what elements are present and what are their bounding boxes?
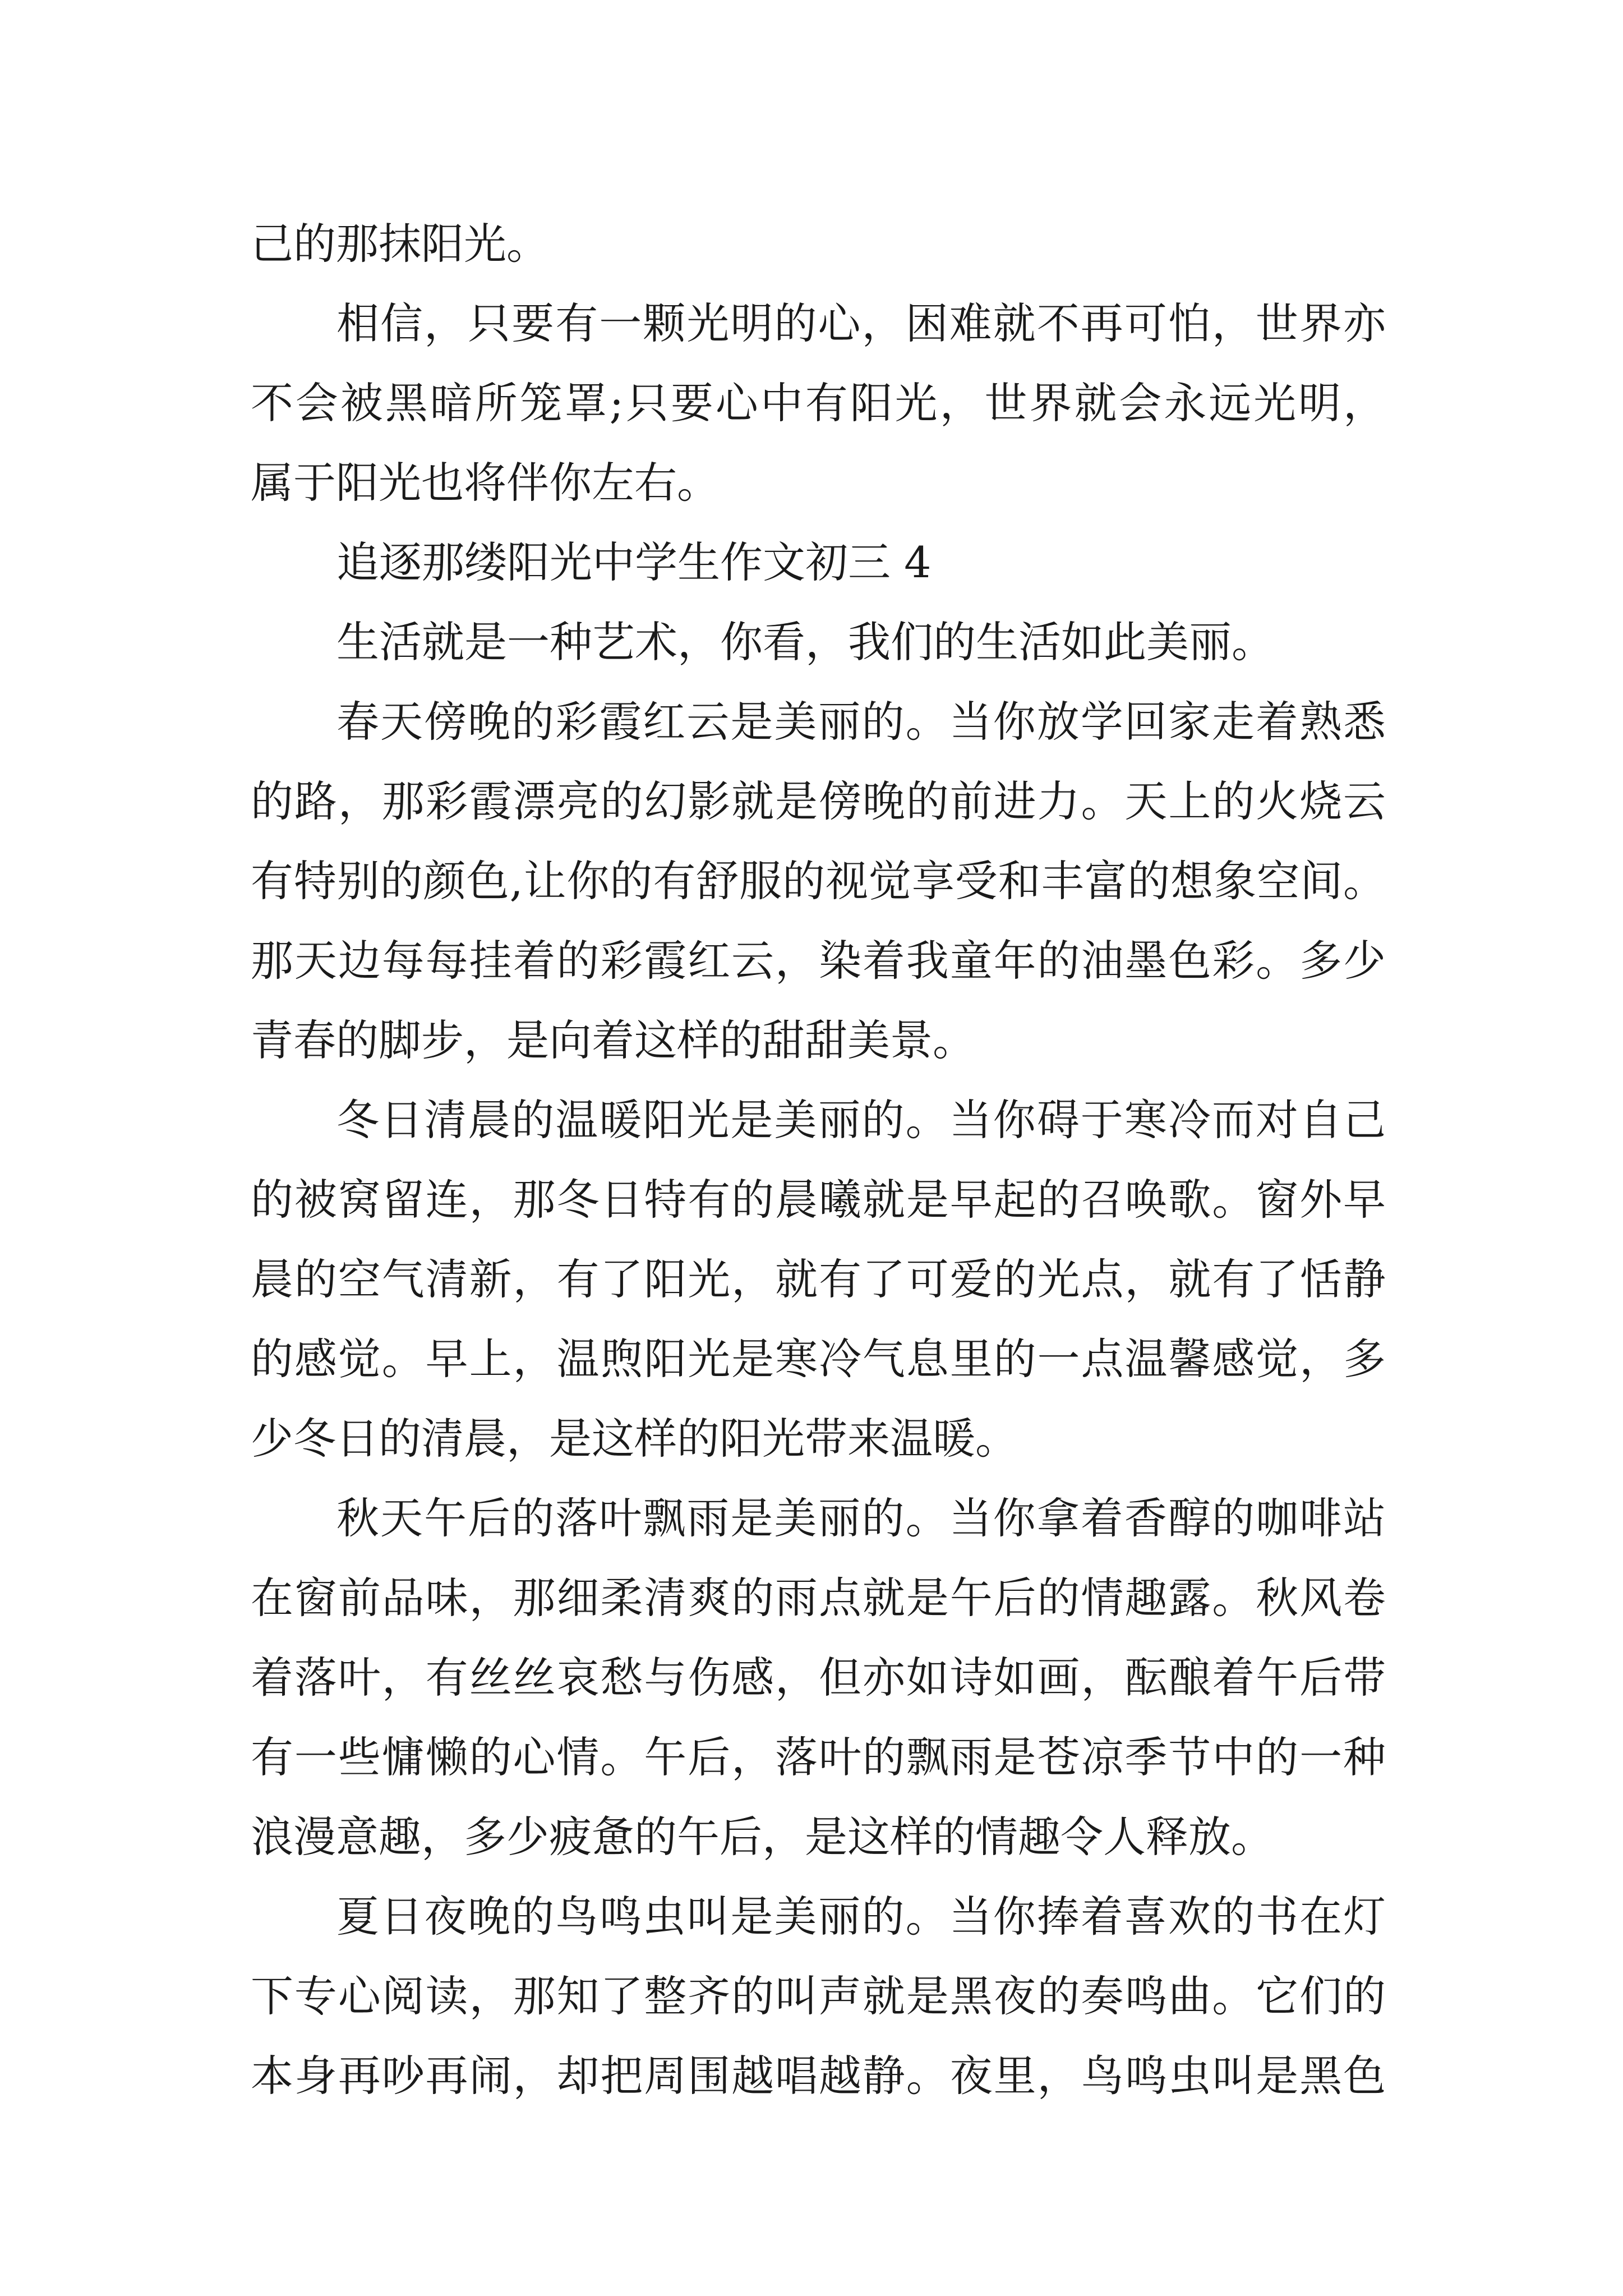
- text-line-content: 相信，只要有一颗光明的心，困难就不再可怕，世界亦: [336, 298, 1386, 348]
- paragraph-first-line: [0, 683, 1623, 761]
- text-line: [0, 1798, 1623, 1876]
- text-line-content: 不会被黑暗所笼罩;只要心中有阳光，世界就会永远光明，: [251, 378, 1386, 428]
- section-heading-text: 追逐那缕阳光中学生作文初三 4: [336, 537, 932, 587]
- text-line: [0, 1001, 1623, 1080]
- text-line: [0, 922, 1623, 1000]
- text-line-content: 浪漫意趣，多少疲惫的午后，是这样的情趣令人释放。: [251, 1812, 1274, 1862]
- text-line-content: 秋天午后的落叶飘雨是美丽的。当你拿着香醇的咖啡站: [336, 1493, 1386, 1543]
- paragraph-first-line: [0, 1878, 1623, 1956]
- text-line-content: 冬日清晨的温暖阳光是美丽的。当你碍于寒冷而对自己: [336, 1095, 1386, 1145]
- paragraph-first-line: [0, 1081, 1623, 1159]
- text-line-content: 属于阳光也将伴你左右。: [251, 458, 720, 508]
- text-line-content: 少冬日的清晨，是这样的阳光带来温暖。: [251, 1414, 1018, 1464]
- text-line: [0, 842, 1623, 921]
- text-line-content: 己的那抹阳光。: [251, 219, 549, 269]
- text-line: [0, 1559, 1623, 1637]
- text-line-content: 青春的脚步，是向着这样的甜甜美景。: [251, 1015, 975, 1065]
- text-line: [0, 2037, 1623, 2115]
- text-line: [0, 1400, 1623, 1478]
- text-line-content: 的被窝留连，那冬日特有的晨曦就是早起的召唤歌。窗外早: [251, 1175, 1386, 1225]
- text-line: [0, 364, 1623, 443]
- text-line: [0, 1957, 1623, 2036]
- text-line-content: 的路，那彩霞漂亮的幻影就是傍晚的前进力。天上的火烧云: [251, 776, 1386, 826]
- text-line-content: 的感觉。早上，温煦阳光是寒冷气息里的一点温馨感觉，多: [251, 1334, 1386, 1384]
- text-line-content: 在窗前品味，那细柔清爽的雨点就是午后的情趣露。秋风卷: [251, 1573, 1386, 1623]
- text-line-content: 下专心阅读，那知了整齐的叫声就是黑夜的奏鸣曲。它们的: [251, 1971, 1386, 2021]
- text-line-content: 本身再吵再闹，却把周围越唱越静。夜里，鸟鸣虫叫是黑色: [251, 2051, 1386, 2101]
- text-line: [0, 1639, 1623, 1717]
- text-line-content: 那天边每每挂着的彩霞红云，染着我童年的油墨色彩。多少: [251, 936, 1386, 986]
- text-line-content: 着落叶，有丝丝哀愁与伤感，但亦如诗如画，酝酿着午后带: [251, 1653, 1386, 1703]
- text-line-content: 有一些慵懒的心情。午后，落叶的飘雨是苍凉季节中的一种: [251, 1732, 1386, 1782]
- section-heading: [0, 523, 1623, 602]
- text-line-content: 有特别的颜色,让你的有舒服的视觉享受和丰富的想象空间。: [251, 856, 1386, 906]
- text-line-content: 生活就是一种艺术，你看，我们的生活如此美丽。: [336, 617, 1274, 667]
- text-line: [0, 205, 1623, 283]
- text-line: [0, 444, 1623, 522]
- text-line: [0, 1320, 1623, 1398]
- text-line-content: 晨的空气清新，有了阳光，就有了可爱的光点，就有了恬静: [251, 1254, 1386, 1304]
- text-line: [0, 1161, 1623, 1239]
- text-line-content: 夏日夜晚的鸟鸣虫叫是美丽的。当你捧着喜欢的书在灯: [336, 1892, 1386, 1941]
- text-line-content: 春天傍晚的彩霞红云是美丽的。当你放学回家走着熟悉: [336, 697, 1386, 747]
- paragraph-first-line: [0, 1479, 1623, 1558]
- paragraph-first-line: [0, 284, 1623, 363]
- text-line: [0, 1240, 1623, 1319]
- text-line: [0, 762, 1623, 841]
- text-line: [0, 1718, 1623, 1797]
- paragraph-first-line: [0, 603, 1623, 682]
